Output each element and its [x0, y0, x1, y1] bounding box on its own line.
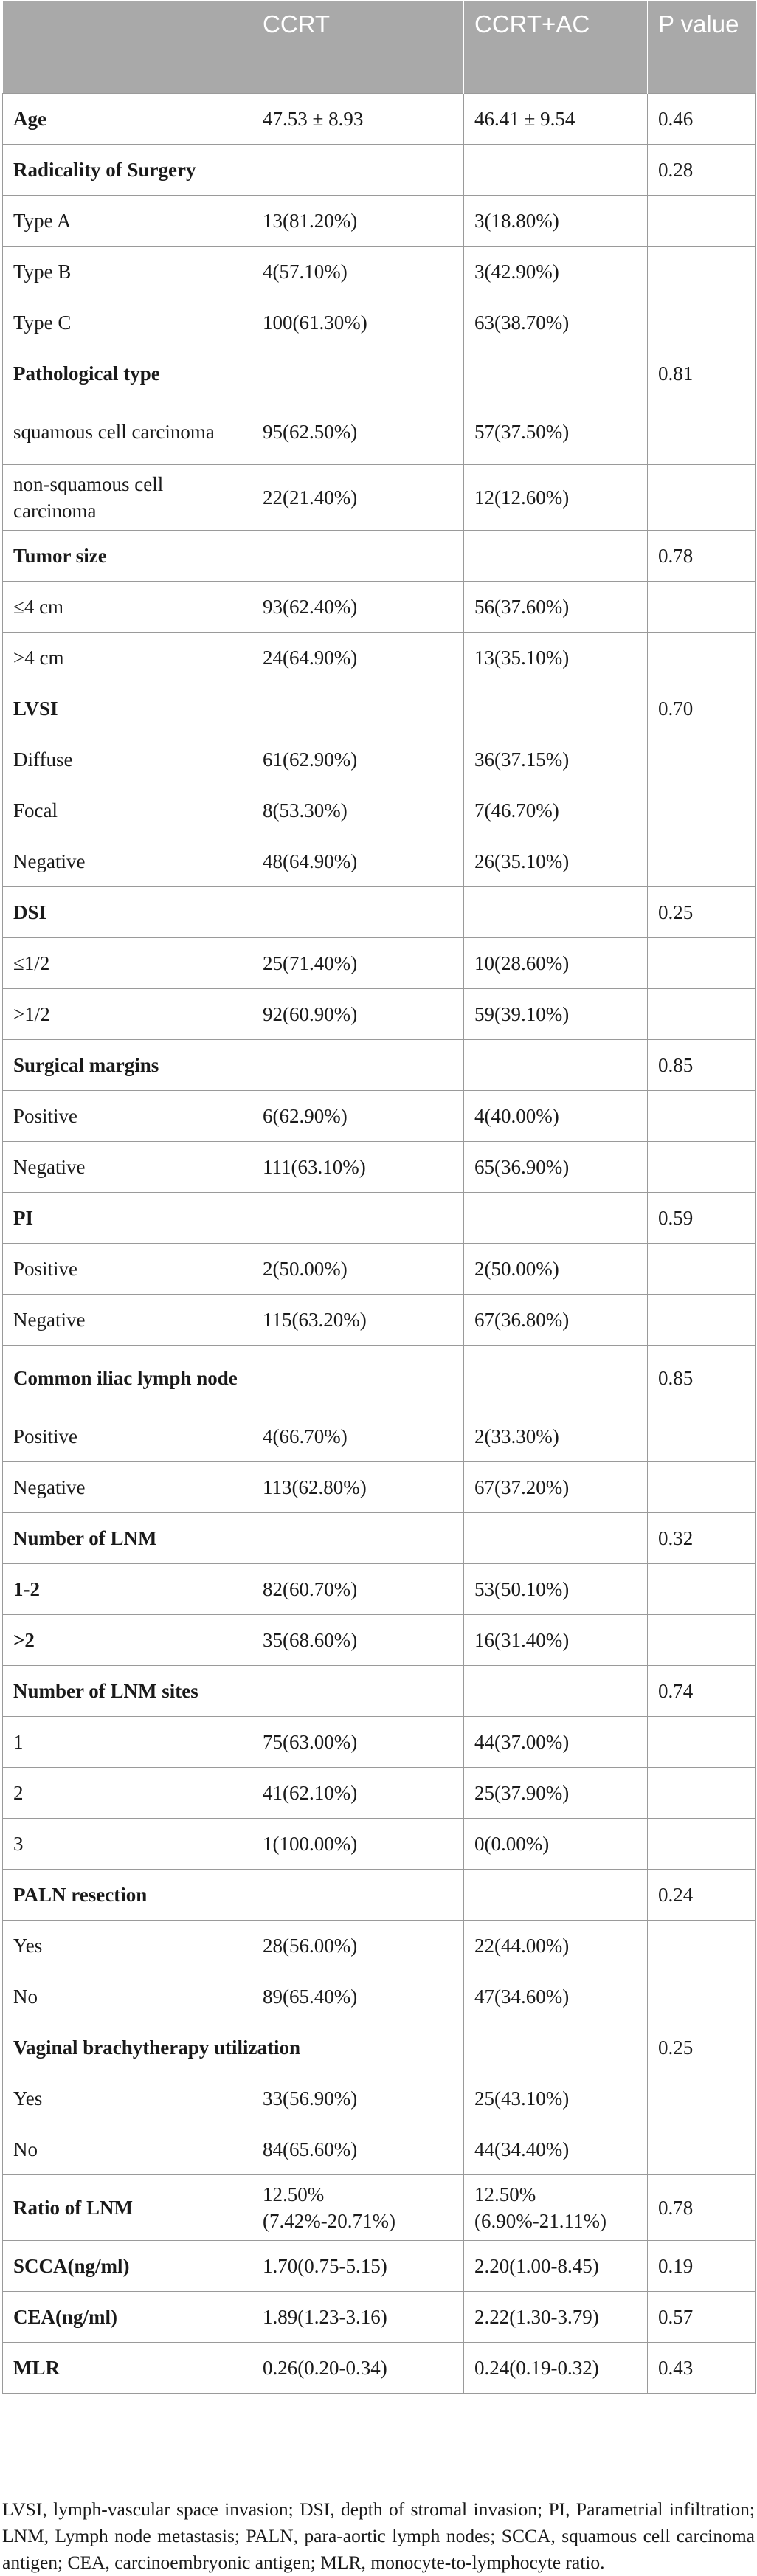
ccrt-ac-cell	[464, 2022, 648, 2073]
ccrt-cell: 61(62.90%)	[252, 734, 464, 785]
table-row	[3, 2291, 756, 2342]
table-row	[3, 1818, 756, 1869]
p-value-cell: 0.46	[648, 93, 756, 144]
ccrt-cell: 111(63.10%)	[252, 1141, 464, 1192]
table-row	[3, 2174, 756, 2240]
table-row	[3, 1512, 756, 1563]
row-label-cell: non-squamous cell carcinoma	[3, 464, 252, 530]
row-label-cell: Focal	[3, 785, 252, 836]
ccrt-cell: 1(100.00%)	[252, 1818, 464, 1869]
row-label-cell: LVSI	[3, 683, 252, 734]
p-value-cell	[648, 632, 756, 683]
row-label-cell: Ratio of LNM	[3, 2174, 252, 2240]
p-value-cell	[648, 297, 756, 348]
row-label-cell: Surgical margins	[3, 1039, 252, 1090]
p-value-cell: 0.19	[648, 2240, 756, 2291]
table-row	[3, 1665, 756, 1716]
row-label-cell: Negative	[3, 1294, 252, 1345]
row-label-cell: Tumor size	[3, 530, 252, 581]
row-label-cell: Number of LNM sites	[3, 1665, 252, 1716]
p-value-cell: 0.78	[648, 2174, 756, 2240]
p-value-cell	[648, 836, 756, 886]
ccrt-cell	[252, 1869, 464, 1920]
ccrt-cell: 89(65.40%)	[252, 1971, 464, 2022]
p-value-cell: 0.59	[648, 1192, 756, 1243]
table-row	[3, 464, 756, 530]
table-row	[3, 1090, 756, 1141]
row-label-cell: MLR	[3, 2342, 252, 2393]
table-row	[3, 1869, 756, 1920]
ccrt-cell	[252, 1512, 464, 1563]
ccrt-ac-cell: 53(50.10%)	[464, 1563, 648, 1614]
ccrt-cell: 115(63.20%)	[252, 1294, 464, 1345]
table-row	[3, 632, 756, 683]
row-label-cell: No	[3, 1971, 252, 2022]
row-label-cell: CEA(ng/ml)	[3, 2291, 252, 2342]
ccrt-cell: 82(60.70%)	[252, 1563, 464, 1614]
p-value-cell	[648, 1141, 756, 1192]
ccrt-ac-cell: 22(44.00%)	[464, 1920, 648, 1971]
row-label-cell: >1/2	[3, 988, 252, 1039]
p-value-cell: 0.57	[648, 2291, 756, 2342]
ccrt-cell: 84(65.60%)	[252, 2124, 464, 2174]
ccrt-ac-cell: 44(37.00%)	[464, 1716, 648, 1767]
p-value-cell: 0.78	[648, 530, 756, 581]
table-row	[3, 1461, 756, 1512]
ccrt-cell: 75(63.00%)	[252, 1716, 464, 1767]
ccrt-cell: 4(66.70%)	[252, 1411, 464, 1461]
p-value-cell	[648, 2073, 756, 2124]
ccrt-cell: 6(62.90%)	[252, 1090, 464, 1141]
table-row	[3, 195, 756, 246]
ccrt-cell	[252, 1192, 464, 1243]
table-row	[3, 1614, 756, 1665]
p-value-cell: 0.85	[648, 1345, 756, 1411]
row-label-cell: 3	[3, 1818, 252, 1869]
ccrt-ac-cell: 2.22(1.30-3.79)	[464, 2291, 648, 2342]
ccrt-cell: 0.26(0.20-0.34)	[252, 2342, 464, 2393]
header-ccrt-ac: CCRT+AC	[464, 1, 648, 93]
row-label-cell: ≤1/2	[3, 937, 252, 988]
ccrt-cell: 92(60.90%)	[252, 988, 464, 1039]
row-label-cell: Radicality of Surgery	[3, 144, 252, 195]
table-row	[3, 581, 756, 632]
p-value-cell	[648, 399, 756, 464]
table-row	[3, 988, 756, 1039]
row-label-cell: Pathological type	[3, 348, 252, 399]
ccrt-ac-cell	[464, 1192, 648, 1243]
p-value-cell	[648, 1767, 756, 1818]
ccrt-cell: 4(57.10%)	[252, 246, 464, 297]
ccrt-ac-cell: 7(46.70%)	[464, 785, 648, 836]
row-label-cell: DSI	[3, 886, 252, 937]
table-row	[3, 937, 756, 988]
ccrt-ac-cell: 63(38.70%)	[464, 297, 648, 348]
ccrt-ac-cell: 3(42.90%)	[464, 246, 648, 297]
p-value-cell	[648, 785, 756, 836]
ccrt-cell: 113(62.80%)	[252, 1461, 464, 1512]
table-row	[3, 1243, 756, 1294]
table-row	[3, 2124, 756, 2174]
row-label-cell: squamous cell carcinoma	[3, 399, 252, 464]
ccrt-ac-cell: 65(36.90%)	[464, 1141, 648, 1192]
row-label-cell: Yes	[3, 1920, 252, 1971]
table-row	[3, 1971, 756, 2022]
row-label-cell: Negative	[3, 1461, 252, 1512]
table-row	[3, 1345, 756, 1411]
ccrt-ac-cell	[464, 1512, 648, 1563]
ccrt-cell: 1.70(0.75-5.15)	[252, 2240, 464, 2291]
ccrt-cell: 100(61.30%)	[252, 297, 464, 348]
ccrt-ac-cell: 13(35.10%)	[464, 632, 648, 683]
ccrt-cell: 2(50.00%)	[252, 1243, 464, 1294]
p-value-cell	[648, 581, 756, 632]
table-row	[3, 1563, 756, 1614]
ccrt-ac-cell: 67(36.80%)	[464, 1294, 648, 1345]
row-label-cell: Type A	[3, 195, 252, 246]
ccrt-ac-cell: 36(37.15%)	[464, 734, 648, 785]
table-row	[3, 348, 756, 399]
table-row	[3, 399, 756, 464]
table-row	[3, 1920, 756, 1971]
p-value-cell	[648, 195, 756, 246]
p-value-cell	[648, 1818, 756, 1869]
row-label-cell: PI	[3, 1192, 252, 1243]
table-row	[3, 1192, 756, 1243]
p-value-cell: 0.24	[648, 1869, 756, 1920]
ccrt-ac-cell: 4(40.00%)	[464, 1090, 648, 1141]
p-value-cell: 0.25	[648, 886, 756, 937]
comparison-table	[2, 1, 756, 2394]
table-footnote: LVSI, lymph-vascular space invasion; DSI, depth of stromal invasion; PI, Parametrial infiltration; LNM, Lymph node metastasis; PALN, para-aortic lymph nodes; SCCA, squamous cell carcinoma antigen; CEA, carcinoembryonic antigen; MLR, monocyte-to-lymphocyte ratio.	[2, 2498, 755, 2573]
ccrt-ac-cell	[464, 1039, 648, 1090]
row-label-cell: Positive	[3, 1243, 252, 1294]
table-row	[3, 886, 756, 937]
ccrt-cell: 13(81.20%)	[252, 195, 464, 246]
ccrt-ac-cell: 3(18.80%)	[464, 195, 648, 246]
row-label-cell: Positive	[3, 1090, 252, 1141]
header-variable	[3, 1, 252, 93]
p-value-cell	[648, 734, 756, 785]
table-row	[3, 93, 756, 144]
row-label-cell: Diffuse	[3, 734, 252, 785]
ccrt-cell	[252, 348, 464, 399]
ccrt-ac-cell: 2.20(1.00-8.45)	[464, 2240, 648, 2291]
ccrt-ac-cell: 0.24(0.19-0.32)	[464, 2342, 648, 2393]
table-row	[3, 1141, 756, 1192]
row-label-cell: Type B	[3, 246, 252, 297]
table-container	[2, 1, 755, 2394]
p-value-cell	[648, 1920, 756, 1971]
p-value-cell	[648, 1461, 756, 1512]
ccrt-cell	[252, 1345, 464, 1411]
ccrt-cell: 12.50% (7.42%-20.71%)	[252, 2174, 464, 2240]
table-row	[3, 836, 756, 886]
ccrt-cell	[252, 683, 464, 734]
table-row	[3, 785, 756, 836]
ccrt-ac-cell	[464, 1345, 648, 1411]
ccrt-cell: 95(62.50%)	[252, 399, 464, 464]
p-value-cell: 0.70	[648, 683, 756, 734]
ccrt-cell: 8(53.30%)	[252, 785, 464, 836]
row-label-cell: Age	[3, 93, 252, 144]
row-label-cell: Yes	[3, 2073, 252, 2124]
ccrt-cell	[252, 530, 464, 581]
ccrt-cell: 35(68.60%)	[252, 1614, 464, 1665]
row-label-cell: SCCA(ng/ml)	[3, 2240, 252, 2291]
p-value-cell: 0.32	[648, 1512, 756, 1563]
ccrt-ac-cell	[464, 530, 648, 581]
row-label-cell: Negative	[3, 1141, 252, 1192]
ccrt-cell: 1.89(1.23-3.16)	[252, 2291, 464, 2342]
p-value-cell	[648, 464, 756, 530]
row-label-cell: >2	[3, 1614, 252, 1665]
ccrt-ac-cell: 12.50% (6.90%-21.11%)	[464, 2174, 648, 2240]
row-label-cell: 1-2	[3, 1563, 252, 1614]
ccrt-ac-cell: 25(37.90%)	[464, 1767, 648, 1818]
p-value-cell: 0.25	[648, 2022, 756, 2073]
ccrt-ac-cell: 47(34.60%)	[464, 1971, 648, 2022]
row-label-cell: 2	[3, 1767, 252, 1818]
ccrt-ac-cell: 25(43.10%)	[464, 2073, 648, 2124]
row-label-cell: Number of LNM	[3, 1512, 252, 1563]
ccrt-cell: 33(56.90%)	[252, 2073, 464, 2124]
ccrt-ac-cell	[464, 348, 648, 399]
table-row	[3, 297, 756, 348]
ccrt-cell	[252, 1039, 464, 1090]
ccrt-cell: 47.53 ± 8.93	[252, 93, 464, 144]
p-value-cell	[648, 1294, 756, 1345]
ccrt-cell: 93(62.40%)	[252, 581, 464, 632]
row-label-cell: PALN resection	[3, 1869, 252, 1920]
row-label-cell: Type C	[3, 297, 252, 348]
p-value-cell	[648, 1563, 756, 1614]
ccrt-ac-cell: 10(28.60%)	[464, 937, 648, 988]
p-value-cell: 0.28	[648, 144, 756, 195]
ccrt-cell: 28(56.00%)	[252, 1920, 464, 1971]
ccrt-ac-cell: 59(39.10%)	[464, 988, 648, 1039]
p-value-cell	[648, 246, 756, 297]
table-row	[3, 1039, 756, 1090]
header-p-value: P value	[648, 1, 756, 93]
row-label-cell: 1	[3, 1716, 252, 1767]
ccrt-ac-cell: 12(12.60%)	[464, 464, 648, 530]
ccrt-ac-cell: 46.41 ± 9.54	[464, 93, 648, 144]
row-label-cell: Negative	[3, 836, 252, 886]
ccrt-ac-cell: 2(50.00%)	[464, 1243, 648, 1294]
table-body	[3, 93, 756, 2393]
p-value-cell	[648, 1243, 756, 1294]
table-row	[3, 1294, 756, 1345]
ccrt-ac-cell: 2(33.30%)	[464, 1411, 648, 1461]
ccrt-cell	[252, 144, 464, 195]
ccrt-ac-cell: 56(37.60%)	[464, 581, 648, 632]
ccrt-ac-cell: 0(0.00%)	[464, 1818, 648, 1869]
p-value-cell	[648, 1411, 756, 1461]
table-row	[3, 1411, 756, 1461]
header-ccrt: CCRT	[252, 1, 464, 93]
ccrt-cell: 41(62.10%)	[252, 1767, 464, 1818]
row-label-cell: ≤4 cm	[3, 581, 252, 632]
row-label-cell: Vaginal brachytherapy utilization	[3, 2022, 252, 2073]
table-row	[3, 2073, 756, 2124]
p-value-cell	[648, 988, 756, 1039]
p-value-cell	[648, 1971, 756, 2022]
header-row	[3, 1, 756, 93]
table-row	[3, 2240, 756, 2291]
row-label-cell: >4 cm	[3, 632, 252, 683]
table-row	[3, 144, 756, 195]
ccrt-ac-cell: 44(34.40%)	[464, 2124, 648, 2174]
table-row	[3, 246, 756, 297]
ccrt-ac-cell: 16(31.40%)	[464, 1614, 648, 1665]
table-row	[3, 530, 756, 581]
table-row	[3, 683, 756, 734]
ccrt-ac-cell: 67(37.20%)	[464, 1461, 648, 1512]
ccrt-ac-cell	[464, 683, 648, 734]
ccrt-cell	[252, 1665, 464, 1716]
table-row	[3, 734, 756, 785]
ccrt-cell	[252, 886, 464, 937]
row-label-cell: Common iliac lymph node	[3, 1345, 252, 1411]
row-label-cell: No	[3, 2124, 252, 2174]
row-label-cell: Positive	[3, 1411, 252, 1461]
ccrt-ac-cell	[464, 144, 648, 195]
ccrt-ac-cell	[464, 1869, 648, 1920]
p-value-cell	[648, 937, 756, 988]
p-value-cell	[648, 1716, 756, 1767]
ccrt-ac-cell: 57(37.50%)	[464, 399, 648, 464]
ccrt-cell: 24(64.90%)	[252, 632, 464, 683]
ccrt-cell: 25(71.40%)	[252, 937, 464, 988]
ccrt-ac-cell: 26(35.10%)	[464, 836, 648, 886]
ccrt-cell: 22(21.40%)	[252, 464, 464, 530]
p-value-cell: 0.74	[648, 1665, 756, 1716]
p-value-cell: 0.43	[648, 2342, 756, 2393]
table-row	[3, 2342, 756, 2393]
p-value-cell	[648, 1090, 756, 1141]
p-value-cell: 0.81	[648, 348, 756, 399]
p-value-cell: 0.85	[648, 1039, 756, 1090]
ccrt-cell: 48(64.90%)	[252, 836, 464, 886]
ccrt-ac-cell	[464, 1665, 648, 1716]
table-row	[3, 1716, 756, 1767]
ccrt-ac-cell	[464, 886, 648, 937]
table-row	[3, 1767, 756, 1818]
p-value-cell	[648, 2124, 756, 2174]
p-value-cell	[648, 1614, 756, 1665]
table-row	[3, 2022, 756, 2073]
